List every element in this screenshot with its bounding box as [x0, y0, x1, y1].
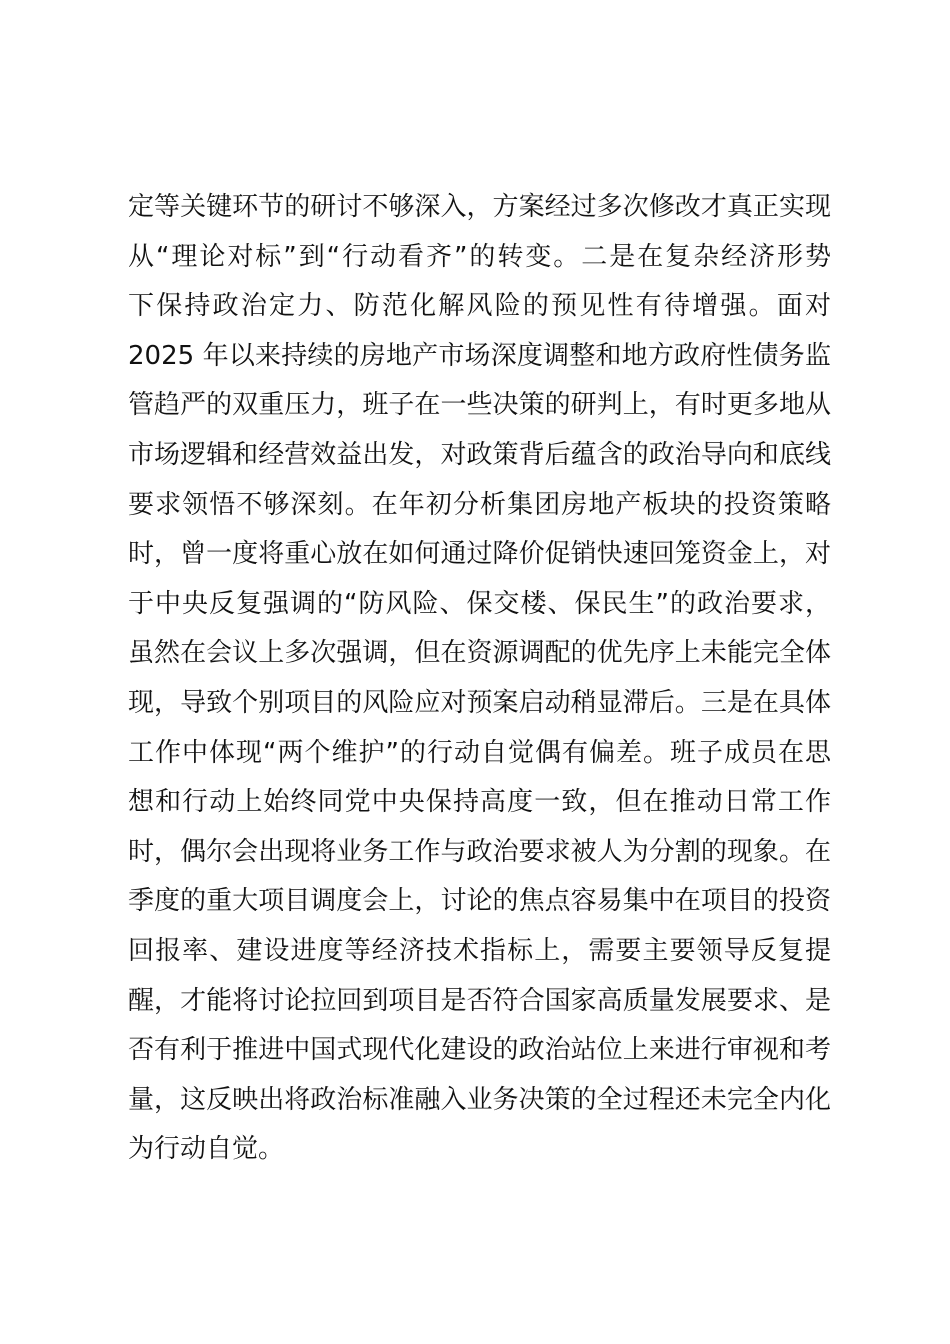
- text-line: 量，这反映出将政治标准融入业务决策的全过程还未完全内化: [128, 1084, 831, 1115]
- text-line: 定等关键环节的研讨不够深入，方案经过多次修改才真正实现: [128, 192, 831, 222]
- text-line: 市场逻辑和经营效益出发，对政策背后蕴含的政治导向和底线: [128, 439, 831, 470]
- text-line: 为行动自觉。: [128, 1134, 285, 1165]
- text-line: 回报率、建设进度等经济技术指标上，需要主要领导反复提: [128, 935, 831, 966]
- text-line: 于中央反复强调的“防风险、保交楼、保民生”的政治要求，: [128, 588, 831, 619]
- text-line: 管趋严的双重压力，班子在一些决策的研判上，有时更多地从: [128, 390, 831, 421]
- text-line: 季度的重大项目调度会上，讨论的焦点容易集中在项目的投资: [128, 886, 831, 917]
- text-line: 工作中体现“两个维护”的行动自觉偶有偏差。班子成员在思: [128, 737, 831, 768]
- text-line: 现，导致个别项目的风险应对预案启动稍显滞后。三是在具体: [128, 687, 831, 718]
- text-line: 下保持政治定力、防范化解风险的预见性有待增强。面对: [128, 291, 831, 322]
- text-line: 醒，才能将讨论拉回到项目是否符合国家高质量发展要求、是: [128, 985, 831, 1016]
- text-line: 想和行动上始终同党中央保持高度一致，但在推动日常工作: [128, 787, 831, 818]
- body-paragraph: [128, 183, 831, 1175]
- text-line: 从“理论对标”到“行动看齐”的转变。二是在复杂经济形势: [128, 241, 831, 272]
- text-line: 要求领悟不够深刻。在年初分析集团房地产板块的投资策略: [128, 489, 831, 520]
- text-line: 否有利于推进中国式现代化建设的政治站位上来进行审视和考: [128, 1035, 831, 1066]
- text-line: 时，偶尔会出现将业务工作与政治要求被人为分割的现象。在: [128, 836, 831, 867]
- text-line: 2025 年以来持续的房地产市场深度调整和地方政府性债务监: [128, 340, 831, 371]
- text-line: 虽然在会议上多次强调，但在资源调配的优先序上未能完全体: [128, 638, 831, 669]
- text-line: 时，曾一度将重心放在如何通过降价促销快速回笼资金上，对: [128, 539, 831, 570]
